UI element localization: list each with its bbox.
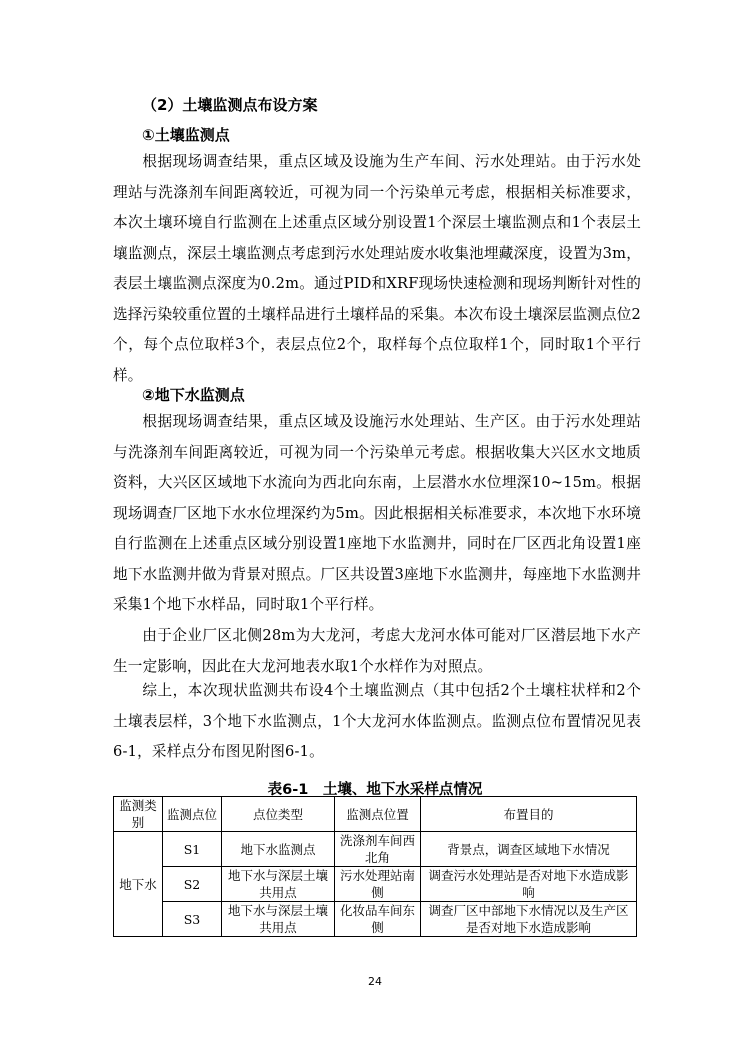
cell-location: 污水处理站南侧 xyxy=(335,867,421,902)
sampling-points-table xyxy=(113,796,637,937)
groundwater-heading: ②地下水监测点 xyxy=(142,386,245,404)
page-number: 24 xyxy=(368,975,382,988)
cell-purpose: 背景点，调查区域地下水情况 xyxy=(421,832,637,867)
groundwater-paragraph-1 xyxy=(113,407,641,621)
table-caption: 表6-1 土壤、地下水采样点情况 xyxy=(267,782,483,798)
table-row xyxy=(114,832,637,867)
header-type: 点位类型 xyxy=(222,797,335,832)
cell-purpose: 调查污水处理站是否对地下水造成影响 xyxy=(421,867,637,902)
header-purpose: 布置目的 xyxy=(421,797,637,832)
header-point: 监测点位 xyxy=(163,797,222,832)
header-category: 监测类别 xyxy=(114,797,163,832)
cell-category: 地下水 xyxy=(114,832,163,937)
soil-paragraph xyxy=(113,147,641,391)
section-heading: （2）土壤监测点布设方案 xyxy=(142,96,318,114)
summary-paragraph-text: 综上，本次现状监测共布设4个土壤监测点（其中包括2个土壤柱状样和2个土壤表层样，3个地下水监测点，1个大龙河水体监测点。监测点位布置情况见表6-1，采样点分布图见附图6-1。 xyxy=(113,682,641,760)
cell-point: S1 xyxy=(163,832,222,867)
cell-type: 地下水监测点 xyxy=(222,832,335,867)
cell-type: 地下水与深层土壤共用点 xyxy=(222,902,335,937)
cell-location: 化妆品车间东侧 xyxy=(335,902,421,937)
cell-purpose: 调查厂区中部地下水情况以及生产区是否对地下水造成影响 xyxy=(421,902,637,937)
groundwater-paragraph-2-text: 由于企业厂区北侧28m为大龙河，考虑大龙河水体可能对厂区潜层地下水产生一定影响，因此在大龙河地表水取1个水样作为对照点。 xyxy=(113,627,641,675)
groundwater-paragraph-1-text: 根据现场调查结果，重点区域及设施污水处理站、生产区。由于污水处理站与洗涤剂车间距离较近，可视为同一个污染单元考虑。根据收集大兴区水文地质资料，大兴区区域地下水流向为西北向东南，上层潜水水位埋深10~15m。根据现场调查厂区地下水水位埋深约为5m。因此根据相关标准要求，本次地下水环境自行监测在上述重点区域分别设置1座地下水监测井，同时在厂区西北角设置1座地下水监测井做为背景对照点。厂区共设置3座地下水监测井，每座地下水监测井采集1个地下水样品，同时取1个平行样。 xyxy=(113,413,641,613)
cell-point: S2 xyxy=(163,867,222,902)
table-header-row xyxy=(114,797,637,832)
groundwater-paragraph-2 xyxy=(113,621,641,682)
summary-paragraph xyxy=(113,676,641,768)
table-row xyxy=(114,902,637,937)
soil-paragraph-text: 根据现场调查结果，重点区域及设施为生产车间、污水处理站。由于污水处理站与洗涤剂车间距离较近，可视为同一个污染单元考虑，根据相关标准要求，本次土壤环境自行监测在上述重点区域分别设置1个深层土壤监测点和1个表层土壤监测点，深层土壤监测点考虑到污水处理站废水收集池埋藏深度，设置为3m，表层土壤监测点深度为0.2m。通过PID和XRF现场快速检测和现场判断针对性的选择污染较重位置的土壤样品进行土壤样品的采集。本次布设土壤深层监测点位2个，每个点位取样3个，表层点位2个，取样每个点位取样1个，同时取1个平行样。 xyxy=(113,153,641,384)
table-row xyxy=(114,867,637,902)
cell-location: 洗涤剂车间西北角 xyxy=(335,832,421,867)
soil-heading: ①土壤监测点 xyxy=(142,126,230,144)
cell-type: 地下水与深层土壤共用点 xyxy=(222,867,335,902)
cell-point: S3 xyxy=(163,902,222,937)
header-location: 监测点位置 xyxy=(335,797,421,832)
